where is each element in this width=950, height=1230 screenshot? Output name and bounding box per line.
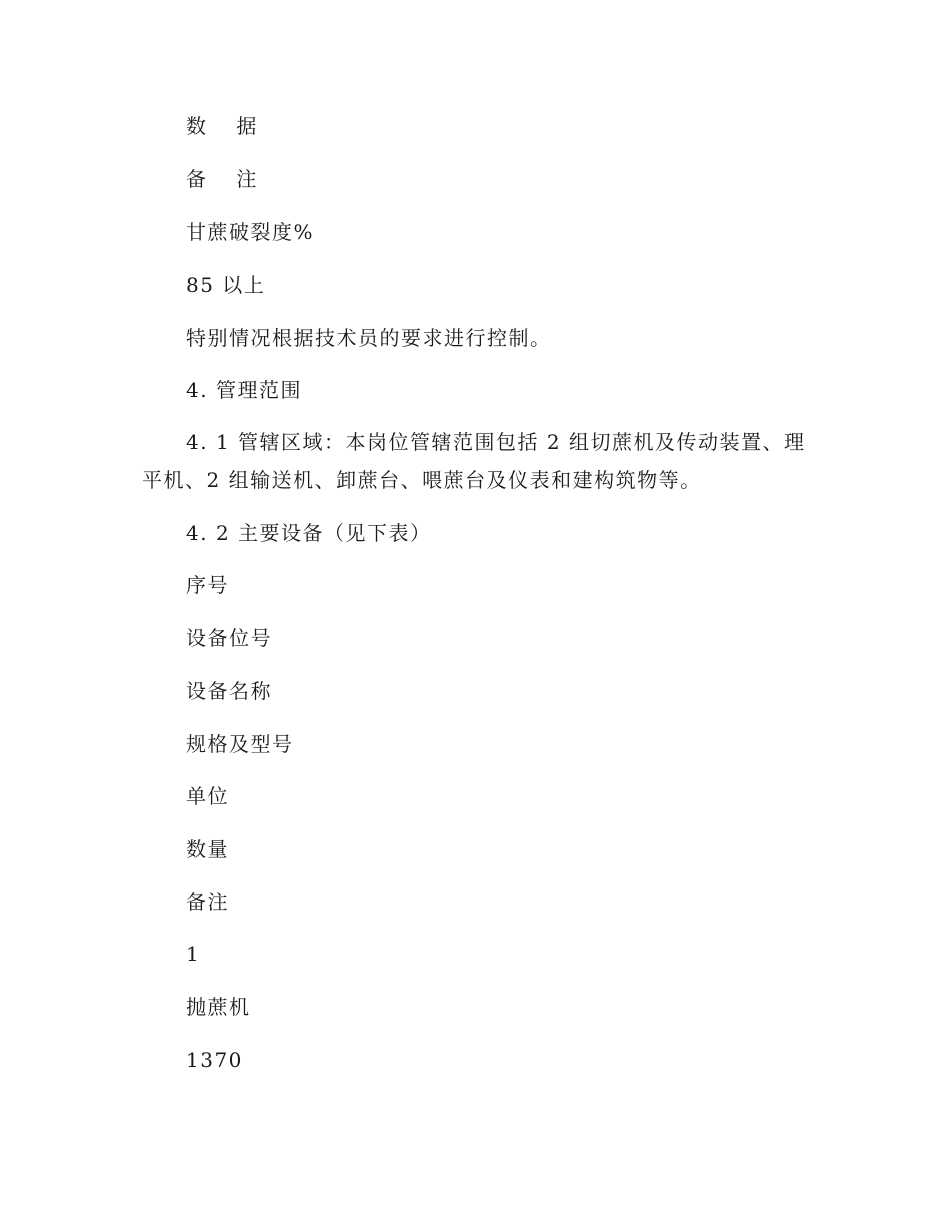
- cane-breakage-value: 85 以上: [186, 273, 266, 297]
- table-cell: 备注: [186, 890, 229, 914]
- table-cell: 序号: [186, 573, 229, 597]
- table-cell: 规格及型号: [186, 732, 294, 756]
- section-heading-main-equipment: 4. 2 主要设备（见下表）: [186, 521, 432, 545]
- table-cell: 单位: [186, 784, 229, 808]
- section-heading-management-scope: 4. 管理范围: [186, 378, 302, 402]
- table-cell: 设备名称: [186, 679, 272, 703]
- table-cell: 1370: [186, 1048, 243, 1072]
- table-cell: 数量: [186, 837, 229, 861]
- table-cell: 1: [186, 942, 201, 966]
- table-cell: 设备位号: [186, 626, 272, 650]
- table-header-data: 数 据: [186, 114, 269, 138]
- table-cell: 抛蔗机: [186, 995, 251, 1019]
- cane-breakage-label: 甘蔗破裂度%: [186, 220, 315, 244]
- paragraph-jurisdiction-area: 4. 1 管辖区域：本岗位管辖范围包括 2 组切蔗机及传动装置、理平机、2 组输送机、卸蔗台、喂蔗台及仪表和建构筑物等。: [142, 430, 806, 492]
- special-case-note: 特别情况根据技术员的要求进行控制。: [186, 326, 552, 350]
- table-header-remark: 备 注: [186, 167, 269, 191]
